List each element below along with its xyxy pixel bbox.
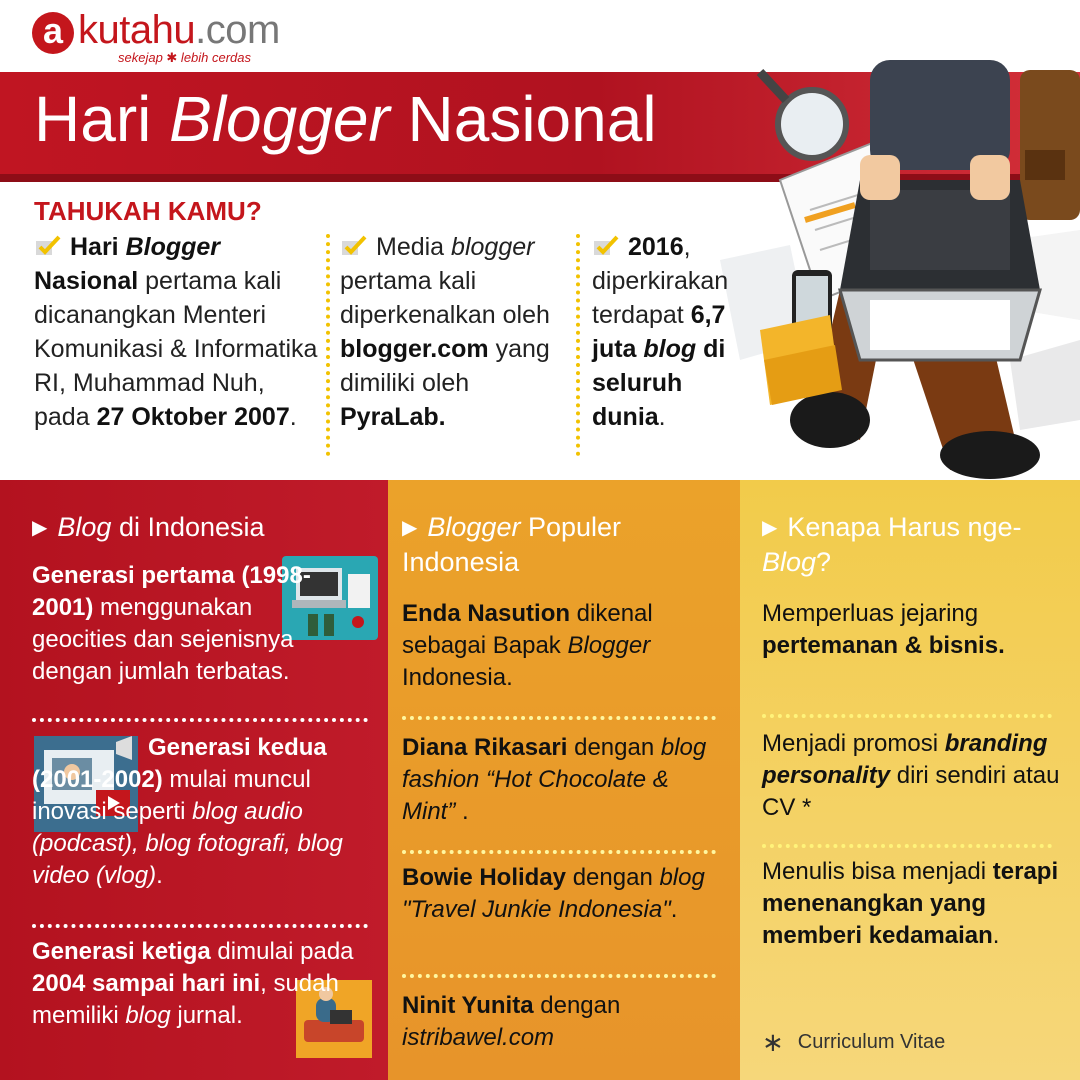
- site-logo[interactable]: [32, 6, 332, 66]
- fact-2016-blogs: 2016, diperkirakan terdapat 6,7 juta blog di seluruh dunia.: [592, 233, 729, 431]
- play-triangle-icon: ▶: [402, 517, 418, 539]
- checkbox-icon: [592, 235, 620, 257]
- dotted-divider: [402, 850, 716, 854]
- did-you-know-heading: TAHUKAH KAMU?: [34, 196, 262, 226]
- popular-bloggers-column: [388, 480, 740, 1080]
- generation-second: Generasi kedua (2001-2002) mulai muncul inovasi seperti blog audio (podcast), blog fotografi, blog video (vlog).: [32, 734, 343, 889]
- blogger-ninit-yunita: Ninit Yunita dengan istribawel.com: [402, 992, 621, 1051]
- logo-tagline: sekejap ✱ lebih cerdas: [118, 50, 252, 65]
- reason-therapy: Menulis bisa menjadi terapi menenangkan yang memberi kedamaian.: [762, 858, 1059, 949]
- checkbox-icon: [340, 235, 368, 257]
- column-title: ▶ Kenapa Harus nge-Blog?: [762, 512, 1022, 577]
- blogger-illustration: [720, 60, 1080, 480]
- blogger-diana-rikasari: Diana Rikasari dengan blog fashion “Hot Chocolate & Mint” .: [402, 734, 707, 825]
- dotted-divider: [32, 924, 368, 928]
- logo-letter: a: [32, 12, 74, 54]
- dotted-divider: [32, 718, 368, 722]
- logo-wordmark: kutahu.com: [78, 8, 280, 52]
- dotted-divider: [326, 234, 330, 456]
- blogger-bowie-holiday: Bowie Holiday dengan blog "Travel Junkie Indonesia".: [402, 864, 705, 923]
- play-triangle-icon: ▶: [762, 517, 778, 539]
- dotted-divider: [762, 844, 1052, 848]
- asterisk-icon: ∗: [762, 1027, 784, 1057]
- dotted-divider: [402, 974, 716, 978]
- dotted-divider: [402, 716, 716, 720]
- page-title: Hari Blogger Nasional: [34, 83, 657, 155]
- fact-first-media: Media blogger pertama kali diperkenalkan oleh blogger.com yang dimiliki oleh PyraLab.: [340, 233, 550, 431]
- why-blog-column: [740, 480, 1080, 1080]
- play-triangle-icon: ▶: [32, 517, 48, 539]
- fact-first-blogger-day: Hari Blogger Nasional pertama kali dicanangkan Menteri Komunikasi & Informatika RI, Muhammad Nuh, pada 27 Oktober 2007.: [34, 233, 318, 431]
- dotted-divider: [576, 234, 580, 456]
- reason-networking: Memperluas jejaring pertemanan & bisnis.: [762, 600, 1005, 659]
- footnote: ∗ Curriculum Vitae: [762, 1027, 946, 1057]
- blogger-enda-nasution: Enda Nasution dikenal sebagai Bapak Blogger Indonesia.: [402, 600, 653, 691]
- generation-third: Generasi ketiga dimulai pada 2004 sampai hari ini, sudah memiliki blog jurnal.: [32, 938, 354, 1029]
- dotted-divider: [762, 714, 1052, 718]
- column-title: ▶ Blog di Indonesia: [32, 510, 265, 545]
- blog-in-indonesia-column: [0, 480, 388, 1080]
- column-title: ▶ Blogger Populer Indonesia: [402, 512, 622, 577]
- reason-branding: Menjadi promosi branding personality diri sendiri atau CV *: [762, 730, 1060, 821]
- generation-first: Generasi pertama (1998-2001) menggunakan geocities dan sejenisnya dengan jumlah terbatas.: [32, 562, 311, 685]
- checkbox-icon: [34, 235, 62, 257]
